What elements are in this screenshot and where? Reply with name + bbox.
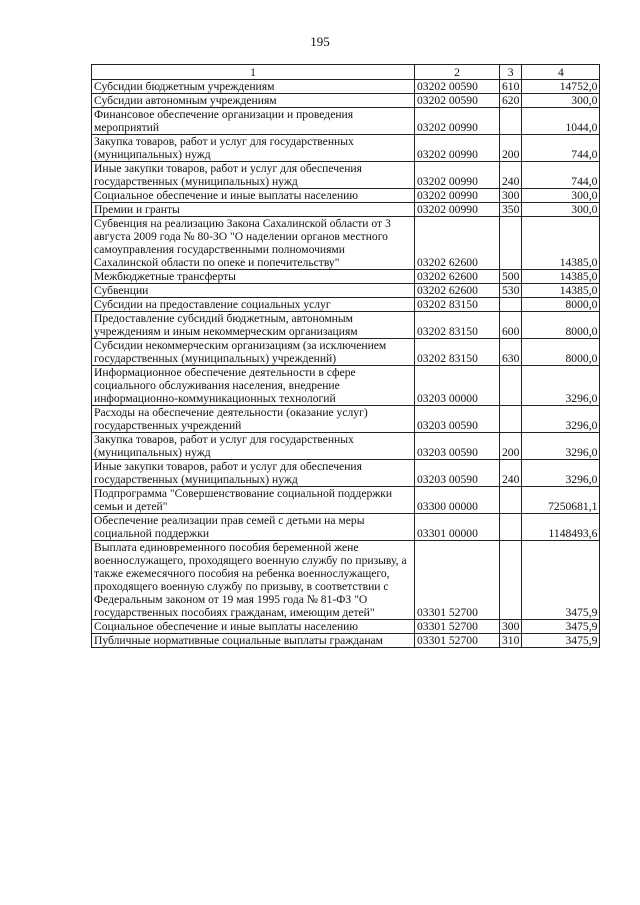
row-name-cell: Подпрограмма "Совершенствование социальной поддержки семьи и детей" — [92, 487, 415, 514]
table-row — [92, 460, 600, 487]
row-type-cell: 200 — [500, 433, 522, 460]
row-code-cell: 03301 00000 — [415, 514, 500, 541]
row-code-cell: 03203 00590 — [415, 406, 500, 433]
row-type-cell: 600 — [500, 312, 522, 339]
row-code-cell: 03202 62600 — [415, 217, 500, 270]
row-name-cell: Публичные нормативные социальные выплаты гражданам — [92, 634, 415, 648]
row-code-cell: 03202 00990 — [415, 162, 500, 189]
table-row — [92, 487, 600, 514]
row-code-cell: 03202 83150 — [415, 312, 500, 339]
row-amount-cell: 300,0 — [522, 94, 600, 108]
row-code-cell: 03202 62600 — [415, 284, 500, 298]
table-row — [92, 94, 600, 108]
row-type-cell: 530 — [500, 284, 522, 298]
table-row — [92, 135, 600, 162]
row-amount-cell: 744,0 — [522, 162, 600, 189]
row-name-cell: Субсидии автономным учреждениям — [92, 94, 415, 108]
row-name-cell: Субвенции — [92, 284, 415, 298]
row-code-cell: 03202 00590 — [415, 80, 500, 94]
row-type-cell — [500, 514, 522, 541]
row-type-cell — [500, 298, 522, 312]
row-type-cell: 300 — [500, 620, 522, 634]
table-row — [92, 514, 600, 541]
column-header-2: 2 — [415, 65, 500, 80]
row-amount-cell: 8000,0 — [522, 339, 600, 366]
row-name-cell: Предоставление субсидий бюджетным, автономным учреждениям и иным некоммерческим организациям — [92, 312, 415, 339]
row-name-cell: Субсидии на предоставление социальных услуг — [92, 298, 415, 312]
table-row — [92, 634, 600, 648]
row-amount-cell: 3296,0 — [522, 406, 600, 433]
row-amount-cell: 3296,0 — [522, 433, 600, 460]
row-amount-cell: 3475,9 — [522, 541, 600, 620]
column-header-4: 4 — [522, 65, 600, 80]
table-row — [92, 284, 600, 298]
table-row — [92, 433, 600, 460]
row-name-cell: Финансовое обеспечение организации и проведения мероприятий — [92, 108, 415, 135]
row-amount-cell: 3475,9 — [522, 620, 600, 634]
row-code-cell: 03203 00590 — [415, 433, 500, 460]
page-number: 195 — [310, 34, 330, 49]
budget-table — [91, 64, 600, 648]
table-row — [92, 203, 600, 217]
table-row — [92, 270, 600, 284]
row-type-cell: 500 — [500, 270, 522, 284]
table-row — [92, 108, 600, 135]
table-row — [92, 298, 600, 312]
row-amount-cell: 744,0 — [522, 135, 600, 162]
table-row — [92, 620, 600, 634]
row-type-cell — [500, 541, 522, 620]
row-type-cell: 240 — [500, 162, 522, 189]
row-amount-cell: 14385,0 — [522, 217, 600, 270]
row-amount-cell: 8000,0 — [522, 312, 600, 339]
row-code-cell: 03202 00590 — [415, 94, 500, 108]
row-amount-cell: 300,0 — [522, 189, 600, 203]
row-name-cell: Закупка товаров, работ и услуг для государственных (муниципальных) нужд — [92, 433, 415, 460]
row-name-cell: Субсидии бюджетным учреждениям — [92, 80, 415, 94]
row-name-cell: Иные закупки товаров, работ и услуг для обеспечения государственных (муниципальных) нужд — [92, 162, 415, 189]
table-row — [92, 80, 600, 94]
row-amount-cell: 1044,0 — [522, 108, 600, 135]
table-row — [92, 366, 600, 406]
row-type-cell — [500, 217, 522, 270]
table-header-row — [92, 65, 600, 80]
row-code-cell: 03202 00990 — [415, 189, 500, 203]
row-code-cell: 03202 00990 — [415, 203, 500, 217]
row-amount-cell: 1148493,6 — [522, 514, 600, 541]
table-row — [92, 217, 600, 270]
row-type-cell: 630 — [500, 339, 522, 366]
row-code-cell: 03300 00000 — [415, 487, 500, 514]
row-amount-cell: 7250681,1 — [522, 487, 600, 514]
row-amount-cell: 14385,0 — [522, 270, 600, 284]
row-code-cell: 03202 00990 — [415, 135, 500, 162]
row-amount-cell: 3296,0 — [522, 460, 600, 487]
row-code-cell: 03203 00590 — [415, 460, 500, 487]
row-code-cell: 03202 00990 — [415, 108, 500, 135]
row-code-cell: 03203 00000 — [415, 366, 500, 406]
row-type-cell — [500, 366, 522, 406]
row-amount-cell: 14752,0 — [522, 80, 600, 94]
row-type-cell: 310 — [500, 634, 522, 648]
row-name-cell: Субсидии некоммерческим организациям (за исключением государственных (муниципальных) учреждений) — [92, 339, 415, 366]
row-name-cell: Информационное обеспечение деятельности в сфере социального обслуживания населения, внедрение информационно-коммуникационных технологий — [92, 366, 415, 406]
row-type-cell: 240 — [500, 460, 522, 487]
row-type-cell: 300 — [500, 189, 522, 203]
row-name-cell: Иные закупки товаров, работ и услуг для обеспечения государственных (муниципальных) нужд — [92, 460, 415, 487]
row-amount-cell: 14385,0 — [522, 284, 600, 298]
table-row — [92, 189, 600, 203]
row-type-cell: 200 — [500, 135, 522, 162]
row-amount-cell: 3475,9 — [522, 634, 600, 648]
row-name-cell: Обеспечение реализации прав семей с детьми на меры социальной поддержки — [92, 514, 415, 541]
row-name-cell: Выплата единовременного пособия беременной жене военнослужащего, проходящего военную службу по призыву, а также ежемесячного пособия на ребенка военнослужащего, проходящего военную службу по призыву, в соответствии с Федеральным законом от 19 мая 1995 года № 81-ФЗ "О государственных пособиях гражданам, имеющим детей" — [92, 541, 415, 620]
row-code-cell: 03301 52700 — [415, 541, 500, 620]
row-type-cell: 620 — [500, 94, 522, 108]
row-type-cell: 610 — [500, 80, 522, 94]
row-code-cell: 03202 62600 — [415, 270, 500, 284]
row-type-cell — [500, 108, 522, 135]
row-code-cell: 03301 52700 — [415, 620, 500, 634]
table-row — [92, 312, 600, 339]
row-name-cell: Закупка товаров, работ и услуг для государственных (муниципальных) нужд — [92, 135, 415, 162]
row-amount-cell: 300,0 — [522, 203, 600, 217]
row-amount-cell: 8000,0 — [522, 298, 600, 312]
row-name-cell: Расходы на обеспечение деятельности (оказание услуг) государственных учреждений — [92, 406, 415, 433]
row-name-cell: Социальное обеспечение и иные выплаты населению — [92, 189, 415, 203]
row-type-cell — [500, 487, 522, 514]
row-type-cell: 350 — [500, 203, 522, 217]
row-name-cell: Премии и гранты — [92, 203, 415, 217]
table-row — [92, 339, 600, 366]
row-type-cell — [500, 406, 522, 433]
table-row — [92, 541, 600, 620]
column-header-3: 3 — [500, 65, 522, 80]
column-header-1: 1 — [92, 65, 415, 80]
table-row — [92, 162, 600, 189]
row-name-cell: Социальное обеспечение и иные выплаты населению — [92, 620, 415, 634]
row-amount-cell: 3296,0 — [522, 366, 600, 406]
row-code-cell: 03301 52700 — [415, 634, 500, 648]
table-row — [92, 406, 600, 433]
row-name-cell: Межбюджетные трансферты — [92, 270, 415, 284]
row-code-cell: 03202 83150 — [415, 339, 500, 366]
row-code-cell: 03202 83150 — [415, 298, 500, 312]
row-name-cell: Субвенция на реализацию Закона Сахалинской области от 3 августа 2009 года № 80-ЗО "О наделении органов местного самоуправления государственными полномочиями Сахалинской области по опеке и попечительству" — [92, 217, 415, 270]
